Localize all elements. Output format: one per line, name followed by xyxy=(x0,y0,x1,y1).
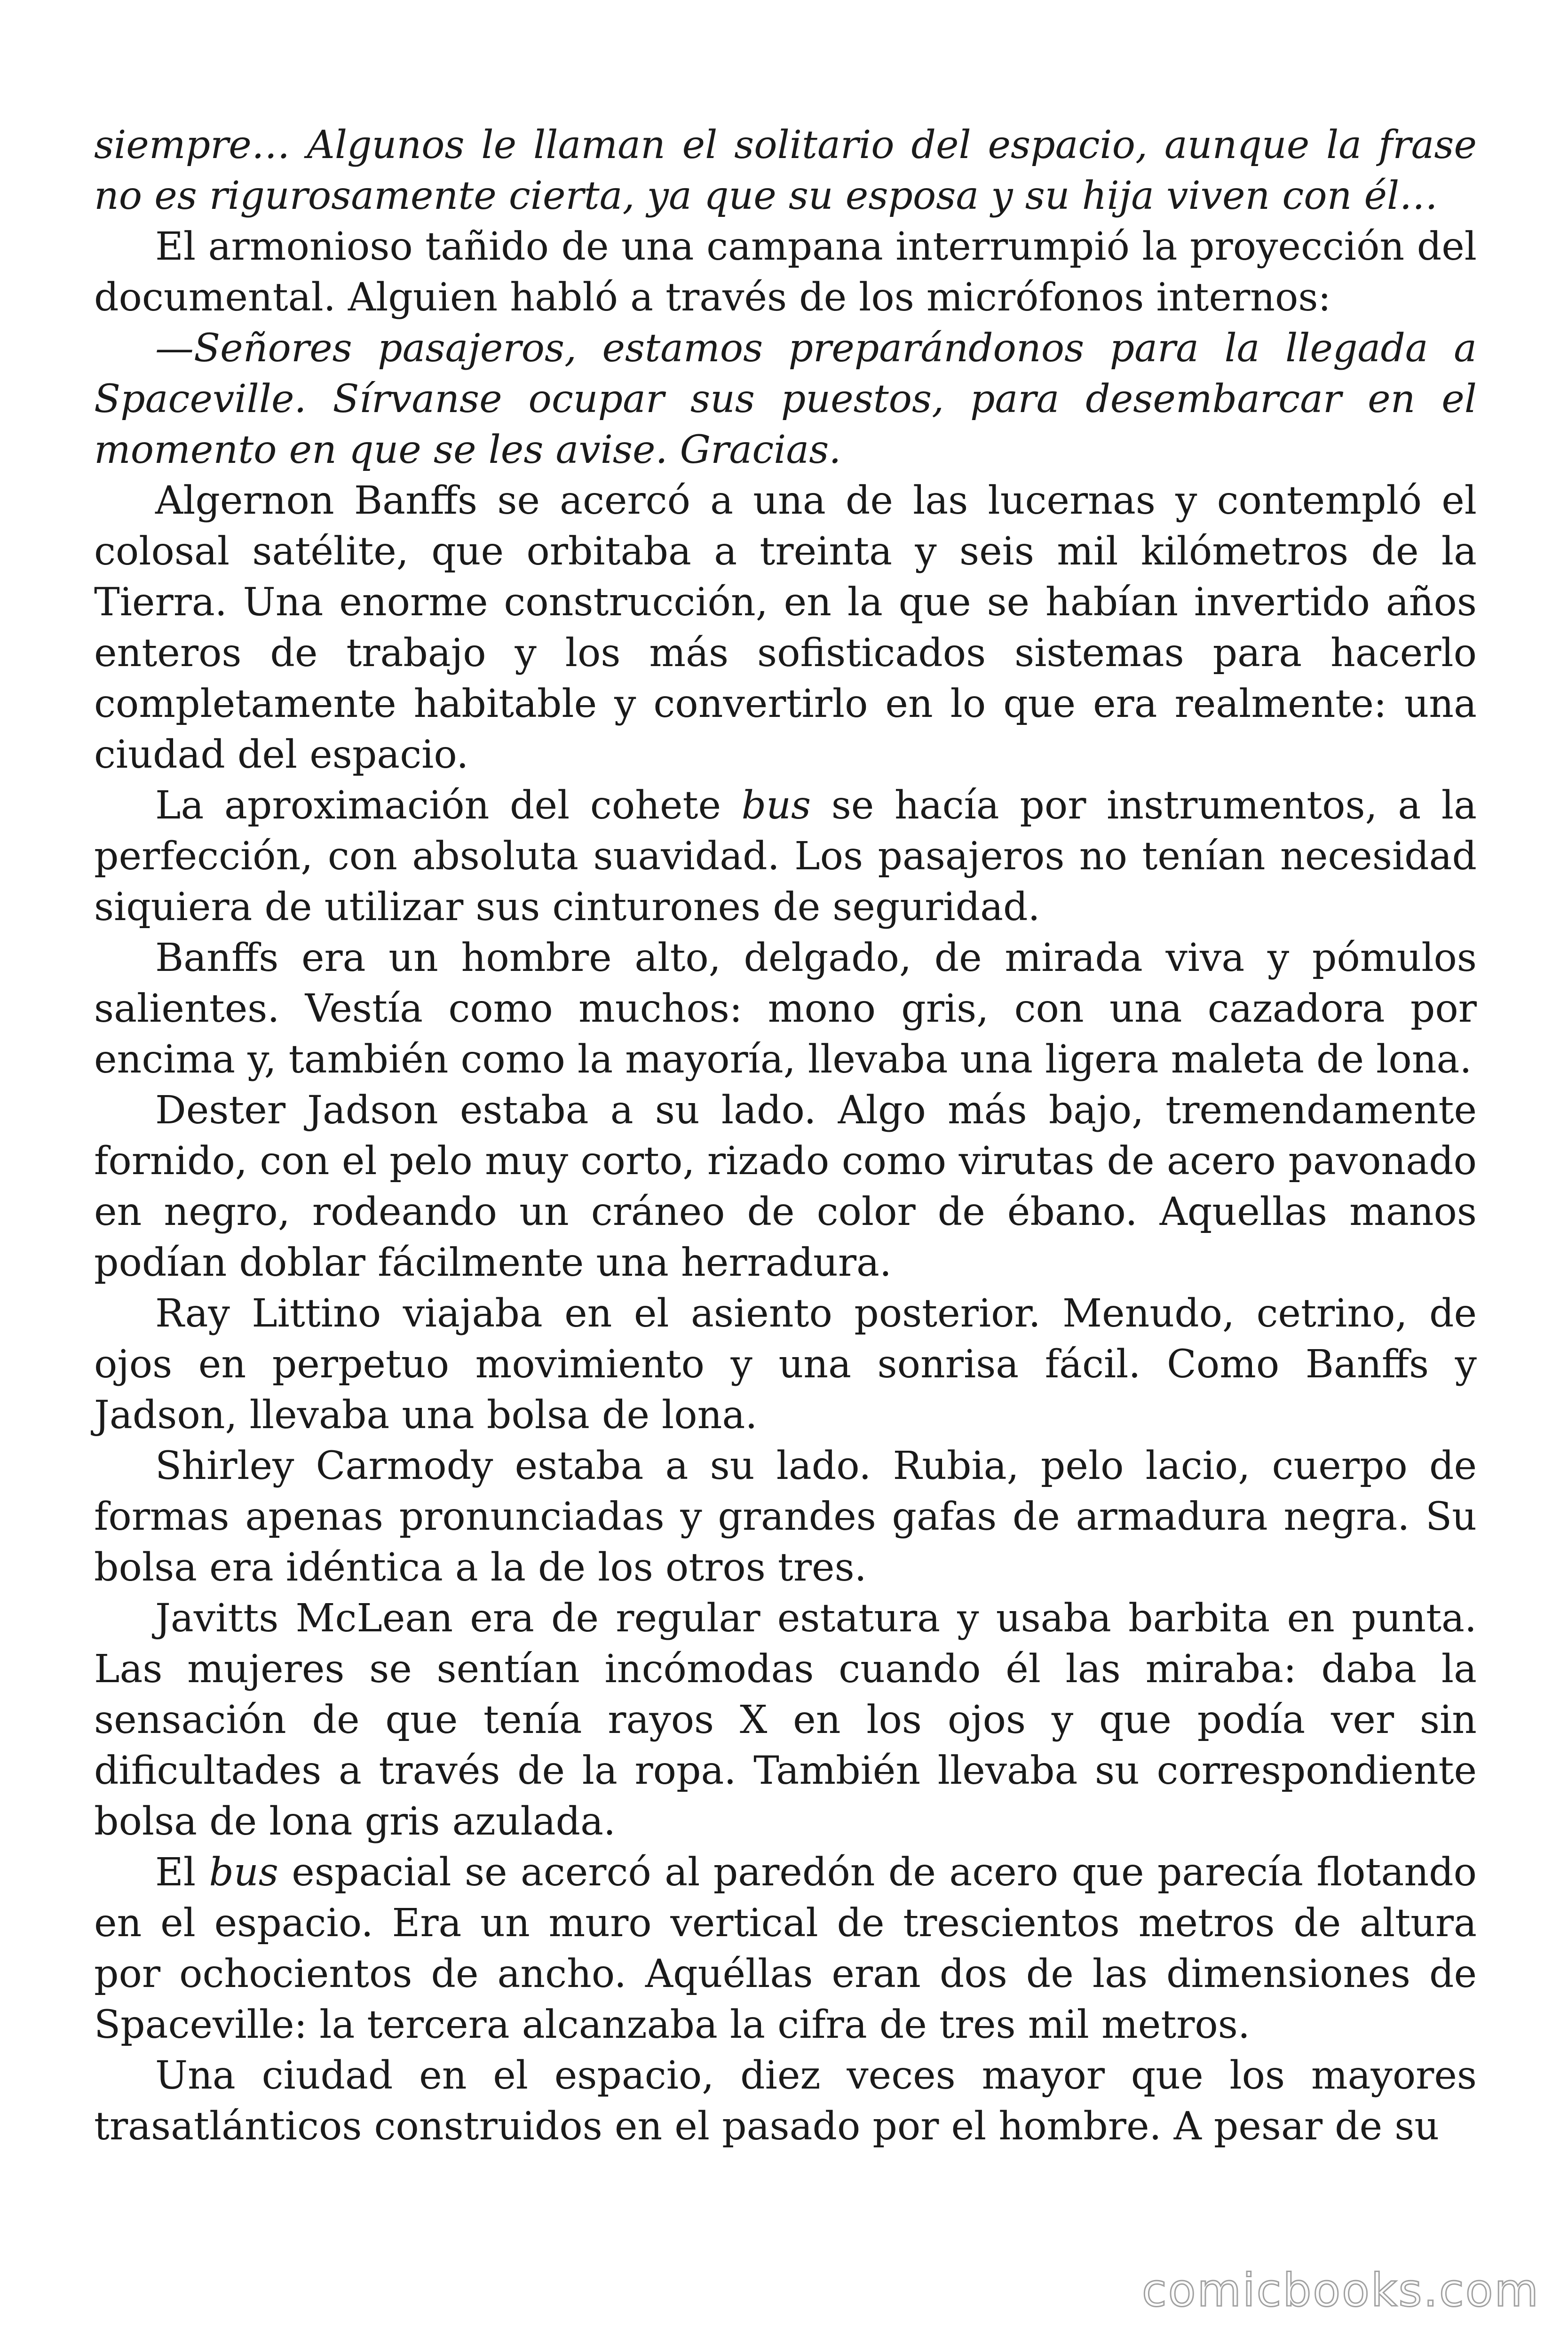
paragraph xyxy=(94,1085,1477,1288)
paragraph xyxy=(94,476,1477,780)
paragraph xyxy=(94,323,1477,476)
paragraph xyxy=(94,780,1477,933)
text-run: se hacía por instrumentos, a la perfección, con absoluta suavidad. Los pasajeros no tenían necesidad siquiera de utilizar sus cinturones de seguridad. xyxy=(94,783,1477,930)
text-run: espacial se acercó al paredón de acero que parecía flotando en el espacio. Era un muro vertical de trescientos metros de altura por ochocientos de ancho. Aquéllas eran dos de las dimensiones de Spaceville: la tercera alcanzaba la cifra de tres mil metros. xyxy=(94,1850,1477,2047)
italic-text-run: —Señores pasajeros, estamos preparándonos para la llegada a Spaceville. Sírvanse ocupar sus puestos, para desembarcar en el momento en que se les avise. Gracias. xyxy=(94,326,1477,472)
paragraph xyxy=(94,2050,1477,2152)
paragraph xyxy=(94,222,1477,323)
paragraph xyxy=(94,1441,1477,1593)
watermark: comicbooks.com xyxy=(1141,2264,1540,2317)
italic-text-run: bus xyxy=(741,783,811,828)
paragraph xyxy=(94,933,1477,1085)
text-run: El xyxy=(155,1850,209,1895)
paragraph xyxy=(94,1288,1477,1441)
text-run: Javitts McLean era de regular estatura y usaba barbita en punta. Las mujeres se sentían incómodas cuando él las miraba: daba la sensación de que tenía rayos X en los ojos y que podía ver sin dificultades a través de la ropa. También llevaba su correspondiente bolsa de lona gris azulada. xyxy=(94,1596,1477,1844)
paragraph xyxy=(94,120,1477,222)
text-run: El armonioso tañido de una campana interrumpió la proyección del documental. Alguien habló a través de los micrófonos internos: xyxy=(94,224,1477,320)
page-body xyxy=(94,120,1477,2152)
text-run: Una ciudad en el espacio, diez veces mayor que los mayores trasatlánticos construidos en el pasado por el hombre. A pesar de su xyxy=(94,2053,1477,2149)
text-run: Dester Jadson estaba a su lado. Algo más bajo, tremendamente fornido, con el pelo muy corto, rizado como virutas de acero pavonado en negro, rodeando un cráneo de color de ébano. Aquellas manos podían doblar fácilmente una herradura. xyxy=(94,1088,1477,1285)
italic-text-run: bus xyxy=(209,1850,278,1895)
paragraph xyxy=(94,1593,1477,1847)
text-run: La aproximación del cohete xyxy=(155,783,742,828)
text-run: Algernon Banffs se acercó a una de las lucernas y contempló el colosal satélite, que orbitaba a treinta y seis mil kilómetros de la Tierra. Una enorme construcción, en la que se habían invertido años enteros de trabajo y los más sofisticados sistemas para hacerlo completamente habitable y convertirlo en lo que era realmente: una ciudad del espacio. xyxy=(94,478,1477,777)
text-run: Ray Littino viajaba en el asiento posterior. Menudo, cetrino, de ojos en perpetuo movimiento y una sonrisa fácil. Como Banffs y Jadson, llevaba una bolsa de lona. xyxy=(94,1291,1477,1438)
text-run: Banffs era un hombre alto, delgado, de mirada viva y pómulos salientes. Vestía como muchos: mono gris, con una cazadora por encima y, también como la mayoría, llevaba una ligera maleta de lona. xyxy=(94,936,1477,1082)
italic-text-run: siempre… Algunos le llaman el solitario del espacio, aunque la frase no es rigurosamente cierta, ya que su esposa y su hija viven con él… xyxy=(94,123,1477,218)
paragraph xyxy=(94,1847,1477,2050)
text-run: Shirley Carmody estaba a su lado. Rubia, pelo lacio, cuerpo de formas apenas pronunciadas y grandes gafas de armadura negra. Su bolsa era idéntica a la de los otros tres. xyxy=(94,1444,1477,1590)
